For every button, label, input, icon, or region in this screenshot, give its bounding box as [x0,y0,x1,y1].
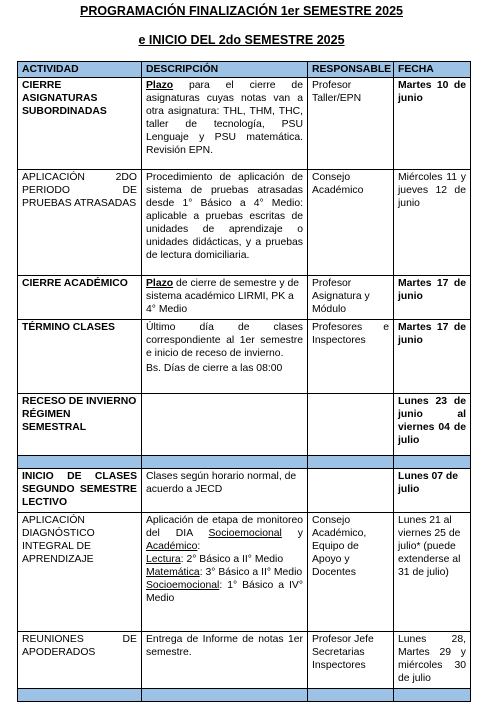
responsable-cell [308,394,394,456]
table-row [18,513,471,632]
descripcion-text: de cierre de semestre y de sistema académico LIRMI, PK a 4° Medio [146,278,300,315]
header-actividad: ACTIVIDAD [18,62,142,78]
header-fecha: FECHA [394,62,471,78]
fecha-cell: Martes 17 de junio [394,320,471,394]
descripcion-text: para el cierre de asignaturas cuyas notas van a otra asignatura: THL, THM, THC, taller de tecnología, PSU Lenguaje y PSU matemática. Revisión EPN. [146,80,303,156]
table-row [18,469,471,513]
table-row [18,320,471,394]
descripcion-cell [142,320,308,394]
responsable-cell [308,469,394,513]
fecha-cell: Martes 17 de junio [394,276,471,320]
table-row [18,78,471,170]
academico-label: Académico [146,541,198,552]
table-row [18,394,471,456]
table-row [18,632,471,689]
fecha-cell: Miércoles 11 y jueves 12 de junio [394,170,471,276]
table-row [18,170,471,276]
header-row [18,62,471,78]
actividad-cell: TÉRMINO CLASES [18,320,142,394]
actividad-cell: APLICACIÓN DIAGNÓSTICO INTEGRAL DE APRENDIZAJE [18,513,142,632]
table-row [18,276,471,320]
descripcion-cell: Clases según horario normal, de acuerdo a JECD [142,469,308,513]
lectura-label: Lectura [146,554,181,565]
separator-row [18,689,471,702]
responsable-cell: Consejo Académico [308,170,394,276]
plazo-label: Plazo [146,80,174,91]
descripcion-cell [142,276,308,320]
actividad-cell: CIERRE ACADÉMICO [18,276,142,320]
header-responsable: RESPONSABLE [308,62,394,78]
descripcion-cell: Procedimiento de aplicación de sistema de pruebas atrasadas desde 1° Básico a 4° Medio: aplicable a pruebas escritas de unidades de aprendizaje o unidades didácticas, y a pruebas de lectura domiciliaria. [142,170,308,276]
responsable-cell: Profesor Jefe Secretarias Inspectores [308,632,394,689]
descripcion-cell: Aplicación de etapa de monitoreo del DIA Socioemocional y Académico: Lectura: 2° Básico a II° Medio Matemática: 3° Básico a II° Medio Socioemocional: 1° Básico a IV° Medio [142,513,308,632]
fecha-cell: Martes 10 de junio [394,78,471,170]
document-subtitle: e INICIO DEL 2do SEMESTRE 2025 [138,33,345,47]
descripcion-cell: Entrega de Informe de notas 1er semestre. [142,632,308,689]
descripcion-cell [142,394,308,456]
fecha-cell: Lunes 21 al viernes 25 de julio* (puede extenderse al 31 de julio) [394,513,471,632]
matematica-label: Matemática [146,567,200,578]
fecha-cell: Lunes 28, Martes 29 y miércoles 30 de julio [394,632,471,689]
socio-label: Socioemocional [208,528,282,539]
actividad-cell: CIERRE ASIGNATURAS SUBORDINADAS [18,78,142,170]
actividad-cell: RECESO DE INVIERNO RÉGIMEN SEMESTRAL [18,394,142,456]
document-title: PROGRAMACIÓN FINALIZACIÓN 1er SEMESTRE 2025 [80,4,403,18]
actividad-cell: REUNIONES DE APODERADOS [18,632,142,689]
responsable-cell: Profesores e Inspectores [308,320,394,394]
descripcion-intro: Aplicación de etapa de monitoreo del DIA [146,515,303,539]
descripcion-text: Último día de clases correspondiente al 1er semestre e inicio de receso de invierno. [146,322,303,359]
responsable-cell: Consejo Académico, Equipo de Apoyo y Docentes [308,513,394,632]
actividad-cell: INICIO DE CLASES SEGUNDO SEMESTRE LECTIVO [18,469,142,513]
actividad-cell: APLICACIÓN 2DO PERIODO DE PRUEBAS ATRASADAS [18,170,142,276]
schedule-table [17,61,471,702]
responsable-cell: Profesor Asignatura y Módulo [308,276,394,320]
separator-row [18,456,471,469]
fecha-cell: Lunes 07 de julio [394,469,471,513]
plazo-label: Plazo [146,278,174,289]
descripcion-note: Bs. Días de cierre a las 08:00 [146,363,283,374]
header-descripcion: DESCRIPCIÓN [142,62,308,78]
descripcion-cell [142,78,308,170]
fecha-cell: Lunes 23 de junio al viernes 04 de julio [394,394,471,456]
responsable-cell: Profesor Taller/EPN [308,78,394,170]
socioemocional-label: Socioemocional [146,580,220,591]
